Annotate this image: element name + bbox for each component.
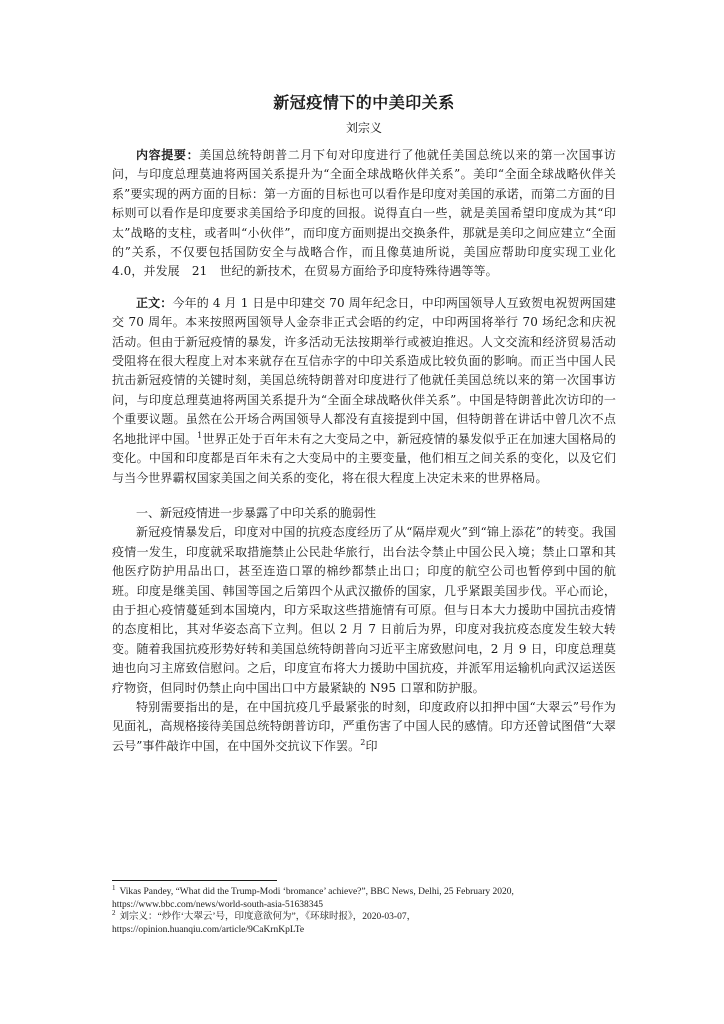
section-1-paragraph-2-text: 特别需要指出的是，在中国抗疫几乎最紧张的时刻，印度政府以扣押中国“大翠云”号作为见面礼，高规格接待美国总统特朗普访印，严重伤害了中国人民的感情。印方还曾试图借“大翠云号”事件敲诈中国，在中国外交抗议下作罢。 — [112, 699, 616, 753]
section-1-heading: 一、新冠疫情进一步暴露了中印关系的脆弱性 — [136, 505, 377, 520]
author-name: 刘宗义 — [345, 121, 382, 135]
footnote-2-number: 2 — [112, 908, 116, 917]
section-1-paragraph-2 — [112, 698, 616, 756]
paper-title: 新冠疫情下的中美印关系 — [273, 93, 455, 112]
body-text-part1: 今年的 4 月 1 日是中印建交 70 周年纪念日，中印两国领导人互致贺电祝贺两国建交 70 周年。本来按照两国领导人金奈非正式会晤的约定，中印两国将举行 70 场纪念和庆祝活动。但由于新冠疫情的暴发，许多活动无法按期举行或被迫推迟。人文交流和经济贸易活动受阻将在很大程度上对本来就存在互信赤字的中印关系造成比较负面的影响。而正当中国人民抗击新冠疫情的关键时刻，美国总统特朗普对印度进行了他就任美国总统以来的第一次国事访问，与印度总理莫迪将两国关系提升为“全面全球战略伙伴关系”。中国是特朗普此次访印的一个重要议题。虽然在公开场合两国领导人都没有直接提到中国，但特朗普在讲话中曾几次不点名地批评中国。 — [112, 295, 616, 446]
footnote-2-text: 刘宗义：“炒作‘大翠云’号，印度意欲何为”，《环球时报》，2020-03-07， — [119, 912, 417, 922]
footnote-1 — [112, 883, 616, 911]
body-text-part2: 世界正处于百年未有之大变局之中，新冠疫情的暴发似乎正在加速大国格局的变化。中国和印度都是百年未有之大变局中的主要变量，他们相互之间关系的变化，以及它们与当今世界霸权国家美国之间关系的变化，将在很大程度上决定未来的世界格局。 — [112, 431, 617, 485]
footnote-1-link[interactable]: https://www.bbc.com/news/world-south-asia-51638345 — [112, 899, 323, 910]
body-paragraph — [112, 294, 616, 488]
footnote-divider — [112, 880, 277, 881]
footnotes — [112, 880, 616, 936]
abstract-text: 美国总统特朗普二月下旬对印度进行了他就任美国总统以来的第一次国事访问，与印度总理莫迪将两国关系提升为“全面全球战略伙伴关系”。美印“全面全球战略伙伴关系”要实现的两方面的目标：第一方面的目标也可以看作是印度对美国的承诺，而第二方面的目标则可以看作是印度要求美国给予印度的回报。说得直白一些，就是美国希望印度成为其“印太”战略的支柱，或者叫“小伙伴”，而印度方面则提出交换条件，那就是美印之间应建立“全面的”关系，不仅要包括国防安全与战略合作，而且像莫迪所说，美国应帮助印度实现工业化 4.0，并发展 21 世纪的新技术，在贸易方面给予印度特殊待遇等等。 — [112, 148, 616, 279]
footnote-1-number: 1 — [112, 883, 116, 892]
abstract-label: 内容提要： — [136, 148, 200, 162]
section-1-paragraph-1: 新冠疫情暴发后，印度对中国的抗疫态度经历了从“隔岸观火”到“锦上添花”的转变。我国疫情一发生，印度就采取措施禁止公民赴华旅行，出台法令禁止中国公民入境；禁止口罩和其他医疗防护用品出口，甚至连造口罩的棉纱都禁止出口；印度的航空公司也暂停到中国的航班。印度是继美国、韩国等国之后第四个从武汉撤侨的国家，几乎紧跟美国步伐。平心而论，由于担心疫情蔓延到本国境内，印方采取这些措施情有可原。但与日本大力援助中国抗击疫情的态度相比，其对华姿态高下立判。但以 2 月 7 日前后为界，印度对我抗疫态度发生较大转变。随着我国抗疫形势好转和美国总统特朗普向习近平主席致慰问电，2 月 9 日，印度总理莫迪也向习主席致信慰问。之后，印度宣布将大力援助中国抗疫，并派军用运输机向武汉运送医疗物资，但同时仍禁止向中国出口中方最紧缺的 N95 口罩和防护服。 — [112, 525, 616, 695]
section-1-paragraph-2-tail: 印 — [365, 738, 378, 753]
paper-page — [112, 92, 616, 992]
footnote-ref-1[interactable]: 1 — [197, 430, 203, 440]
footnote-2 — [112, 908, 616, 936]
footnote-1-text: Vikas Pandey, “What did the Trump-Modi ‘bromance’ achieve?”, BBC News, Delhi, 25 February 2020, — [119, 887, 514, 897]
body-label: 正文： — [136, 295, 173, 310]
footnote-2-link[interactable]: https://opinion.huanqiu.com/article/9CaKrnKpLTe — [112, 924, 305, 935]
abstract-paragraph — [112, 146, 616, 282]
footnote-ref-2[interactable]: 2 — [360, 737, 366, 747]
